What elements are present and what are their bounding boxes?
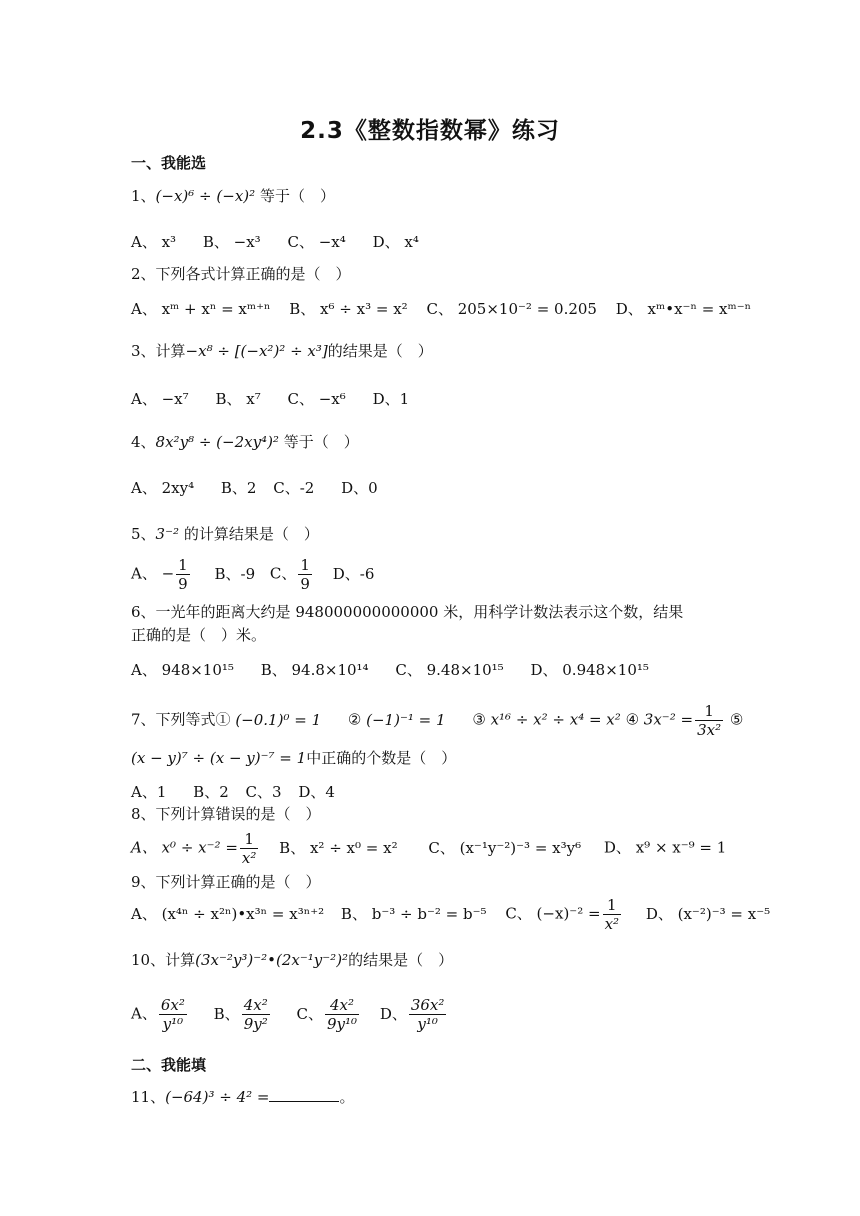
fraction-numerator: 1 [695,702,723,721]
option-a-prefix: A、 [131,1004,157,1023]
question-text: 等于（ ） [259,187,335,205]
option-d: D、 x⁹ × x⁻⁹ = 1 [603,838,727,857]
option-b: B、 b⁻³ ÷ b⁻² = b⁻⁵ [340,904,487,923]
math-expression: 8x²y⁸ ÷ (−2xy⁴)² [155,433,279,451]
option-d: D、0 [341,479,378,497]
fraction-denominator: 9 [300,575,310,593]
question-6-line-2: 正确的是（ ）米。 [131,626,267,644]
fraction-numerator: 1 [300,556,310,574]
question-number: 3、计算 [131,342,186,360]
option-d-prefix: D、 [379,1004,407,1023]
math-expression: 3x⁻² = [643,710,694,729]
question-1-options [131,232,441,252]
option-b: B、2 [220,479,257,497]
math-expression: (−1)⁻¹ = 1 [366,710,446,729]
option-d: D、 0.948×10¹⁵ [530,661,649,679]
fraction-numerator: 1 [178,556,188,574]
question-7-continued [131,748,456,768]
math-expression: (−0.1)⁰ = 1 [235,710,322,729]
question-4 [131,432,359,452]
fraction-denominator: 3x² [697,721,722,739]
fraction-denominator: x² [241,849,257,867]
fraction [242,996,270,1033]
option-a: A、 xᵐ + xⁿ = xᵐ⁺ⁿ [131,300,271,318]
option-a: A、 948×10¹⁵ [131,661,234,679]
question-10-options [131,996,448,1033]
question-text: 。 [339,1088,355,1106]
question-8: 8、下列计算错误的是（ ） [131,805,321,823]
option-d: D、1 [372,390,410,408]
option-c-prefix: C、 [269,564,297,583]
question-9-options [131,896,770,933]
option-a: A、 2xy⁴ [131,479,195,497]
question-number: 7、下列等式① [131,710,231,729]
option-a-prefix: A、 − [131,564,175,583]
fraction-denominator: 9 [178,575,188,593]
option-c: C、 (x⁻¹y⁻²)⁻³ = x³y⁶ [428,838,582,857]
fraction [298,556,312,593]
math-expression: −x⁸ ÷ [(−x²)² ÷ x³] [185,342,328,360]
fraction-denominator: y¹⁰ [417,1015,438,1033]
fraction-denominator: 9y¹⁰ [326,1015,358,1033]
option-a: A、 x³ [131,233,177,251]
page-title: 2.3《整数指数幂》练习 [300,118,560,144]
question-text: 的结果是（ ） [327,342,433,360]
option-c-prefix: C、 (−x)⁻² = [505,904,601,923]
option-b: B、 94.8×10¹⁴ [260,661,369,679]
question-number: 11、 [131,1088,166,1106]
option-c: C、 205×10⁻² = 0.205 [426,300,597,318]
question-number: 5、 [131,525,156,543]
option-b: B、 x² ÷ x⁰ = x² [279,838,398,857]
option-c-prefix: C、 [296,1004,323,1023]
option-d: D、 (x⁻²)⁻³ = x⁻⁵ [645,904,771,923]
option-c: C、-2 [273,479,315,497]
fraction [240,830,258,867]
option-b: B、 −x³ [202,233,261,251]
question-6-options [131,660,671,680]
option-d: D、 xᵐ•x⁻ⁿ = xᵐ⁻ⁿ [615,300,752,318]
fraction [603,896,621,933]
section-heading-fill: 二、我能填 [131,1056,207,1074]
question-7 [131,702,743,739]
math-expression: x¹⁶ ÷ x² ÷ x⁴ = x² [490,710,621,729]
math-expression: 3⁻² [155,525,180,543]
option-c: C、 −x⁶ [287,390,346,408]
fraction-numerator: 1 [240,830,258,849]
option-b-prefix: B、 [213,1004,240,1023]
fraction-numerator: 36x² [410,996,445,1014]
fraction-denominator: y¹⁰ [162,1015,184,1033]
option-c: C、3 [245,783,282,801]
fraction-numerator: 4x² [243,996,268,1014]
question-7-options [131,782,357,802]
fraction-numerator: 6x² [160,996,185,1014]
option-d: D、 x⁴ [372,233,419,251]
question-text: 等于（ ） [283,433,359,451]
fraction-denominator: x² [604,915,620,933]
math-expression: (x − y)⁷ ÷ (x − y)⁻⁷ = 1 [131,749,307,767]
question-3-options [131,389,431,409]
answer-blank[interactable] [269,1087,339,1102]
fraction [695,702,723,739]
option-d: D、4 [298,783,335,801]
question-text: 的计算结果是（ ） [183,525,319,543]
question-text: 中正确的个数是（ ） [306,749,457,767]
math-expression: (−x)⁶ ÷ (−x)² [155,187,256,205]
option-b: B、2 [193,783,229,801]
fraction-denominator: 9y² [243,1015,268,1033]
math-expression: (−64)³ ÷ 4² = [165,1088,270,1106]
question-5-options [131,556,374,593]
question-text: 的结果是（ ） [348,951,454,969]
question-3 [131,341,433,361]
question-11 [131,1087,354,1107]
option-c: C、 −x⁴ [287,233,346,251]
question-4-options [131,478,400,498]
fraction-numerator: 1 [603,896,621,915]
section-heading-choice: 一、我能选 [131,154,207,172]
circled-number: ⑤ [729,710,744,729]
option-a: A、 −x⁷ [131,390,189,408]
question-10 [131,950,453,970]
question-8-options [131,830,726,867]
option-b: B、 x⁶ ÷ x³ = x² [289,300,408,318]
question-2-options [131,299,751,319]
option-b: B、 x⁷ [215,390,261,408]
circled-number: ④ [625,710,640,729]
fraction-numerator: 4x² [325,996,359,1015]
question-2: 2、下列各式计算正确的是（ ） [131,265,351,283]
question-6-line-1: 6、一光年的距离大约是 948000000000000 米，用科学计数法表示这个数，结果 [131,603,684,621]
question-1 [131,186,335,206]
option-d: D、-6 [332,564,375,583]
option-a-prefix: A、 x⁰ ÷ x⁻² = [131,838,238,857]
math-expression: (3x⁻²y³)⁻²•(2x⁻¹y⁻²)² [195,951,349,969]
option-c: C、 9.48×10¹⁵ [395,661,504,679]
option-a: A、 (x⁴ⁿ ÷ x²ⁿ)•x³ⁿ = x³ⁿ⁺² [131,904,325,923]
option-a: A、1 [131,783,167,801]
fraction [176,556,190,593]
question-9: 9、下列计算正确的是（ ） [131,873,321,891]
circled-number: ② [347,710,362,729]
option-b: B、-9 [214,564,256,583]
question-number: 4、 [131,433,156,451]
fraction [159,996,187,1033]
question-number: 1、 [131,187,156,205]
question-number: 10、计算 [131,951,196,969]
question-5 [131,524,319,544]
fraction [325,996,359,1033]
circled-number: ③ [472,710,486,729]
fraction [409,996,447,1033]
